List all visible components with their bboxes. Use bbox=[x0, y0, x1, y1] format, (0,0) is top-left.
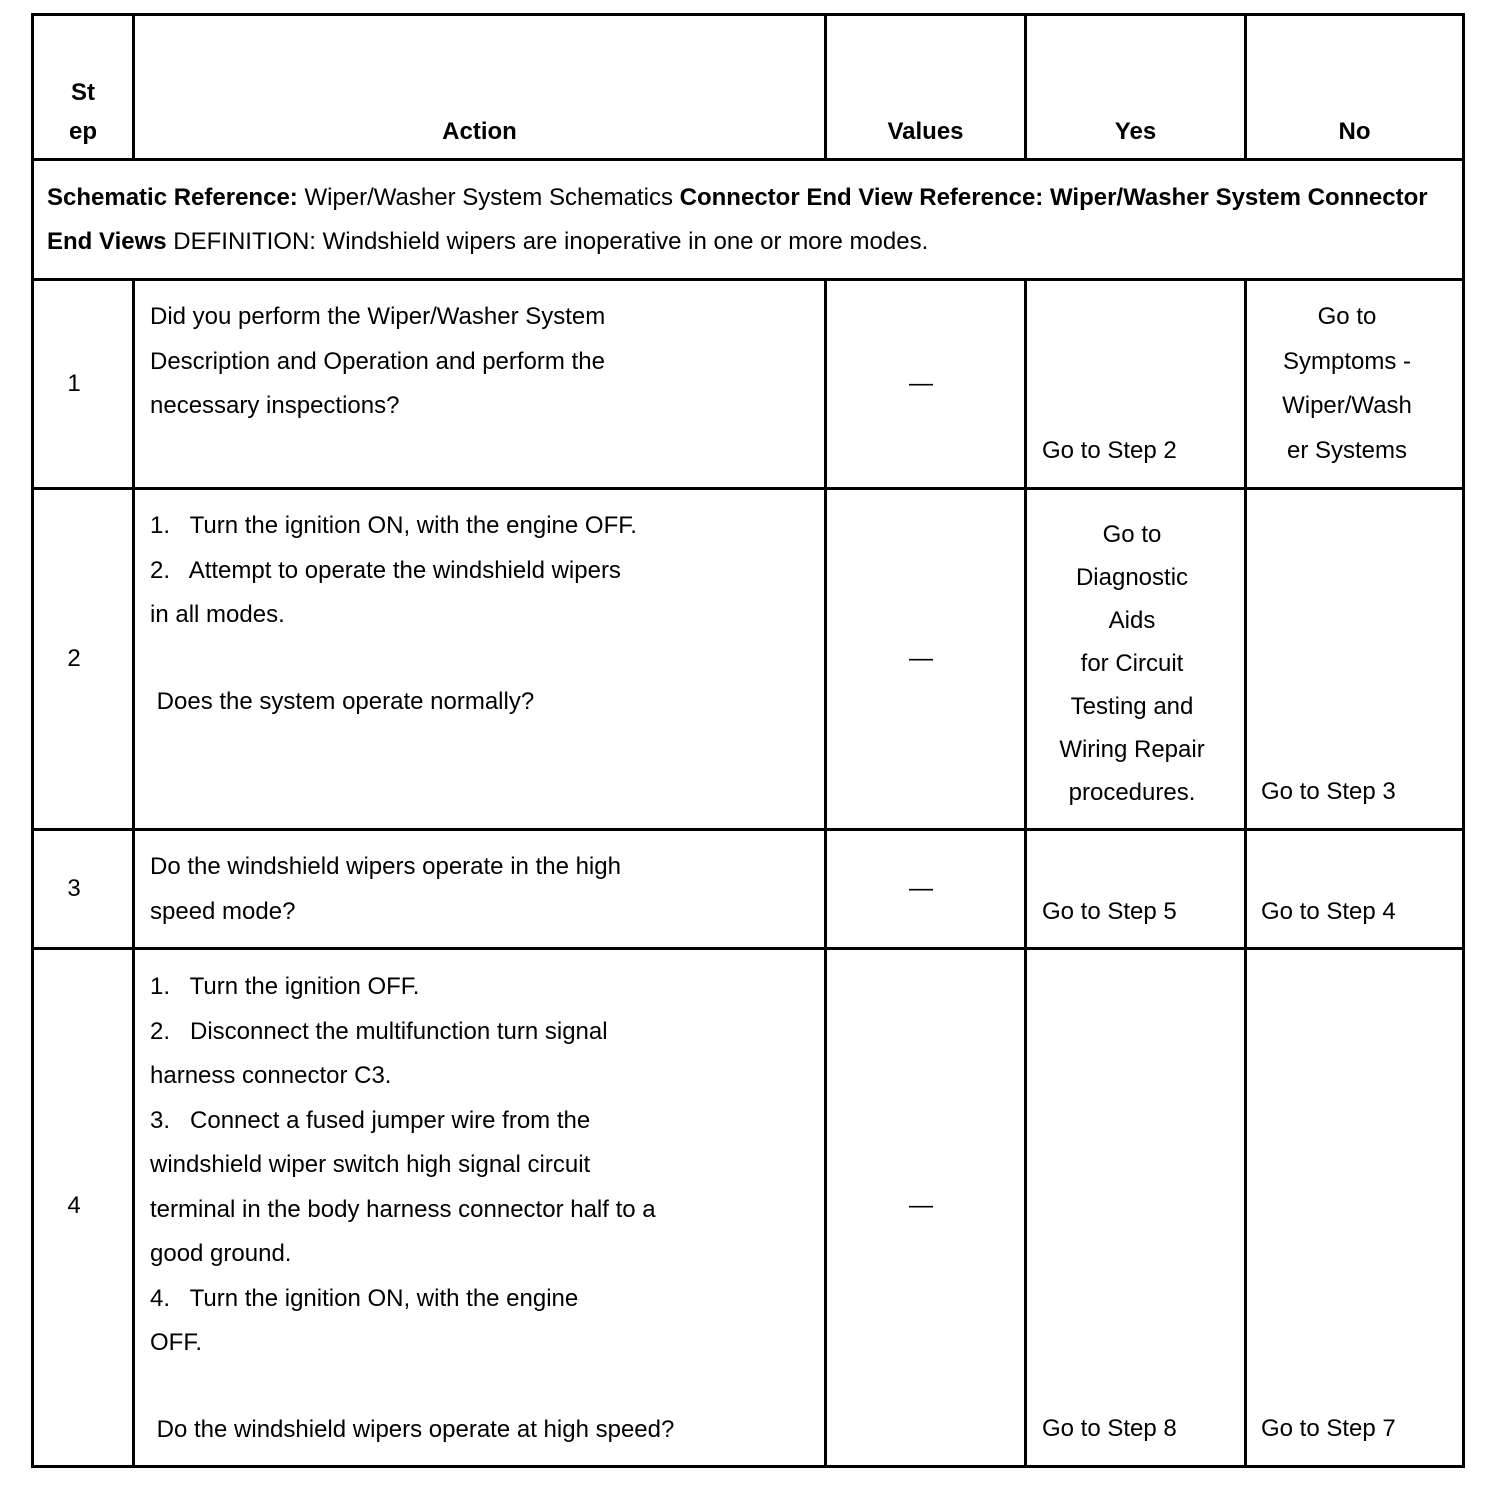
no-goto-link[interactable]: Go to Step 4 bbox=[1261, 898, 1396, 925]
col-divider-step-body bbox=[132, 278, 135, 1468]
diagnostic-table bbox=[31, 13, 1465, 1468]
action-line: 4. Turn the ignition ON, with the engine bbox=[150, 1284, 579, 1312]
action-line: 1. Turn the ignition OFF. bbox=[150, 973, 420, 1000]
yes-line: Diagnostic bbox=[1075, 564, 1189, 591]
action-line: Description and Operation and perform the bbox=[150, 347, 605, 375]
header-no: No bbox=[1338, 118, 1371, 145]
yes-goto-link[interactable]: Go to Step 5 bbox=[1042, 898, 1177, 925]
col-divider-values-body bbox=[1024, 278, 1027, 1468]
action-line: Do the windshield wipers operate at high speed? bbox=[150, 1415, 675, 1443]
header-values: Values bbox=[887, 118, 964, 145]
row-2-divider bbox=[31, 828, 1465, 831]
action-line: terminal in the body harness connector half to a bbox=[150, 1195, 656, 1223]
action-line: 2. Disconnect the multifunction turn signal bbox=[150, 1017, 608, 1045]
schematic-reference-text: Wiper/Washer System Schematics bbox=[304, 184, 673, 211]
action-line: Does the system operate normally? bbox=[150, 687, 535, 715]
yes-goto-link[interactable] bbox=[1032, 513, 1232, 814]
value-dash: — bbox=[909, 1192, 933, 1219]
action-line: harness connector C3. bbox=[150, 1062, 392, 1089]
reference-text bbox=[47, 176, 1447, 264]
value-dash: — bbox=[909, 875, 933, 902]
yes-goto-link[interactable]: Go to Step 8 bbox=[1042, 1415, 1177, 1442]
action-line: necessary inspections? bbox=[150, 392, 400, 419]
value-dash: — bbox=[909, 645, 933, 672]
no-line: Symptoms - bbox=[1282, 347, 1411, 375]
no-goto-link[interactable]: Go to Step 7 bbox=[1261, 1415, 1396, 1442]
action-line: 3. Connect a fused jumper wire from the bbox=[150, 1106, 591, 1134]
table-border-left bbox=[31, 13, 34, 1468]
value-dash: — bbox=[909, 370, 933, 397]
no-goto-link[interactable] bbox=[1247, 295, 1447, 473]
yes-line: Go to bbox=[1102, 521, 1162, 548]
yes-line: procedures. bbox=[1068, 779, 1196, 806]
table-border-bottom bbox=[31, 1465, 1465, 1468]
reference-divider bbox=[31, 278, 1465, 281]
step-number: 1 bbox=[67, 370, 81, 397]
action-line: speed mode? bbox=[150, 897, 296, 925]
no-goto-link[interactable]: Go to Step 3 bbox=[1261, 778, 1396, 805]
yes-line: Aids bbox=[1108, 607, 1156, 634]
action-text bbox=[150, 965, 820, 1452]
schematic-reference-label: Schematic Reference: bbox=[47, 184, 298, 211]
header-step: St ep bbox=[68, 79, 97, 145]
yes-line: Testing and bbox=[1070, 693, 1194, 720]
no-line: Wiper/Wash bbox=[1282, 392, 1412, 419]
action-text bbox=[150, 845, 820, 934]
action-line: in all modes. bbox=[150, 601, 285, 628]
action-line bbox=[150, 1366, 820, 1408]
row-1-divider bbox=[31, 487, 1465, 490]
table-border-right bbox=[1462, 13, 1465, 1468]
action-line: Did you perform the Wiper/Washer System bbox=[150, 303, 606, 330]
yes-goto-link[interactable]: Go to Step 2 bbox=[1042, 437, 1177, 464]
header-action: Action bbox=[442, 118, 517, 145]
action-text bbox=[150, 504, 820, 724]
definition-text: DEFINITION: Windshield wipers are inoperative in one or more modes. bbox=[173, 228, 929, 255]
no-line: Go to bbox=[1317, 303, 1377, 330]
connector-reference-label: Connector End View Reference: Wiper/Washer System Connector End Views bbox=[47, 184, 1428, 255]
header-divider bbox=[31, 158, 1465, 161]
action-line: 1. Turn the ignition ON, with the engine OFF. bbox=[150, 512, 637, 539]
table-border-top bbox=[31, 13, 1465, 16]
action-line: Do the windshield wipers operate in the high bbox=[150, 853, 621, 880]
action-line: windshield wiper switch high signal circuit bbox=[150, 1151, 591, 1178]
yes-line: Wiring Repair bbox=[1059, 736, 1205, 763]
action-line bbox=[150, 638, 820, 680]
yes-line: for Circuit bbox=[1080, 650, 1184, 677]
action-line: OFF. bbox=[150, 1329, 202, 1356]
action-text bbox=[150, 295, 820, 429]
step-number: 4 bbox=[67, 1192, 81, 1219]
action-line: 2. Attempt to operate the windshield wipers bbox=[150, 556, 621, 584]
header-yes: Yes bbox=[1114, 118, 1157, 145]
step-number: 3 bbox=[67, 875, 81, 902]
step-number: 2 bbox=[67, 645, 81, 672]
no-line: er Systems bbox=[1286, 436, 1408, 464]
action-line: good ground. bbox=[150, 1240, 292, 1267]
row-3-divider bbox=[31, 947, 1465, 950]
